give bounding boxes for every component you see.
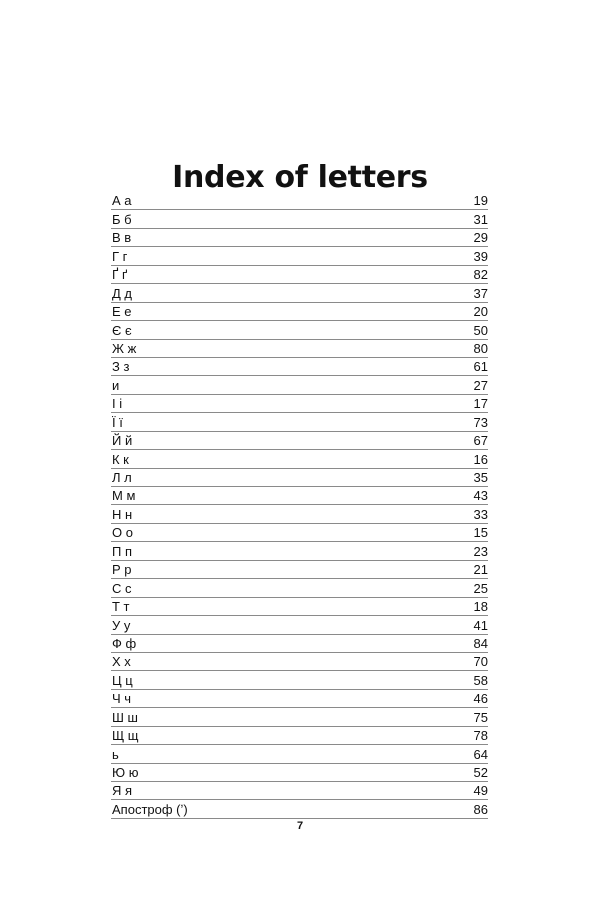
index-letter: Ч ч	[112, 691, 132, 707]
index-letter: О о	[112, 525, 133, 541]
index-row	[111, 450, 488, 468]
index-row	[111, 635, 488, 653]
index-letter: Н н	[112, 506, 133, 522]
index-letter: П п	[112, 543, 132, 559]
index-page-number: 31	[473, 211, 488, 227]
index-page-number: 86	[473, 801, 488, 817]
index-page-number: 78	[473, 728, 488, 744]
index-page-number: 17	[473, 396, 488, 412]
index-row	[111, 321, 488, 339]
index-letter: Ю ю	[112, 765, 139, 780]
index-letter: Х х	[112, 654, 131, 670]
page-number: 7	[296, 820, 304, 832]
index-letter: Т т	[112, 599, 130, 615]
index-page-number: 21	[473, 562, 488, 578]
index-row	[111, 192, 488, 210]
index-letter: Д д	[112, 285, 133, 301]
index-page-number: 39	[473, 248, 488, 264]
index-page-number: 33	[473, 506, 488, 522]
index-row	[111, 247, 488, 265]
index-letter: С с	[112, 580, 132, 596]
index-page-number: 64	[473, 746, 488, 762]
index-row	[111, 708, 488, 726]
index-row	[111, 376, 488, 394]
index-page-number: 82	[473, 267, 488, 283]
index-letter: Л л	[112, 470, 132, 485]
index-letter: Ш ш	[112, 709, 138, 725]
index-page-number: 16	[473, 451, 488, 467]
index-row	[111, 727, 488, 745]
index-page-number: 73	[473, 414, 488, 430]
index-page-number: 58	[473, 672, 488, 688]
index-row	[111, 210, 488, 228]
index-page-number: 37	[473, 285, 488, 301]
index-letter: І і	[112, 396, 123, 412]
index-row	[111, 469, 488, 487]
index-row	[111, 524, 488, 542]
index-row	[111, 542, 488, 560]
index-letter: Апостроф (ʼ)	[112, 801, 188, 817]
index-letter: Щ щ	[112, 728, 139, 744]
index-letter: В в	[112, 230, 132, 246]
index-row	[111, 266, 488, 284]
index-row	[111, 653, 488, 671]
index-page-number: 15	[473, 525, 488, 541]
index-page-number: 52	[473, 765, 488, 780]
index-row	[111, 340, 488, 358]
index-page-number: 84	[473, 635, 488, 651]
index-row	[111, 358, 488, 376]
index-row	[111, 561, 488, 579]
index-page-number: 29	[473, 230, 488, 246]
index-page-number: 43	[473, 488, 488, 504]
page-title: Index of letters	[172, 160, 428, 196]
index-page-number: 80	[473, 340, 488, 356]
index-page-number: 41	[473, 617, 488, 633]
index-row	[111, 432, 488, 450]
index-page-number: 19	[473, 193, 488, 209]
index-letter: Ф ф	[112, 635, 137, 651]
index-row	[111, 690, 488, 708]
index-row	[111, 229, 488, 247]
index-letter: У у	[112, 617, 131, 633]
index-row	[111, 764, 488, 782]
index-letter: Ц ц	[112, 672, 133, 688]
index-row	[111, 782, 488, 800]
index-row	[111, 671, 488, 689]
index-letter: Ї ї	[112, 414, 123, 430]
index-page-number: 20	[473, 304, 488, 320]
index-row	[111, 303, 488, 321]
index-row	[111, 284, 488, 302]
index-row	[111, 487, 488, 505]
letter-index-list	[111, 192, 488, 819]
index-page-number: 70	[473, 654, 488, 670]
index-letter: Є є	[112, 322, 132, 338]
index-page-number: 67	[473, 433, 488, 449]
index-letter: Ґ ґ	[112, 267, 128, 283]
index-page-number: 35	[473, 470, 488, 485]
index-row	[111, 505, 488, 523]
index-row	[111, 745, 488, 763]
index-page-number: 25	[473, 580, 488, 596]
index-letter: Я я	[112, 783, 133, 799]
index-letter: А а	[112, 193, 132, 209]
index-row	[111, 413, 488, 431]
index-page-number: 61	[473, 359, 488, 375]
index-row	[111, 579, 488, 597]
index-letter: и	[112, 377, 120, 393]
index-letter: Е е	[112, 304, 132, 320]
index-letter: З з	[112, 359, 130, 375]
index-letter: Й й	[112, 433, 133, 449]
index-letter: Р р	[112, 562, 132, 578]
index-row	[111, 616, 488, 634]
index-row	[111, 800, 488, 818]
index-page-number: 49	[473, 783, 488, 799]
index-row	[111, 395, 488, 413]
index-letter: К к	[112, 451, 129, 467]
index-page-number: 23	[473, 543, 488, 559]
index-page-number: 46	[473, 691, 488, 707]
index-page-number: 50	[473, 322, 488, 338]
index-letter: Ж ж	[112, 340, 137, 356]
index-page-number: 75	[473, 709, 488, 725]
index-letter: Г г	[112, 248, 128, 264]
index-letter: М м	[112, 488, 136, 504]
index-letter: ь	[112, 746, 119, 762]
index-row	[111, 598, 488, 616]
index-page-number: 27	[473, 377, 488, 393]
index-page-number: 18	[473, 599, 488, 615]
index-letter: Б б	[112, 211, 132, 227]
